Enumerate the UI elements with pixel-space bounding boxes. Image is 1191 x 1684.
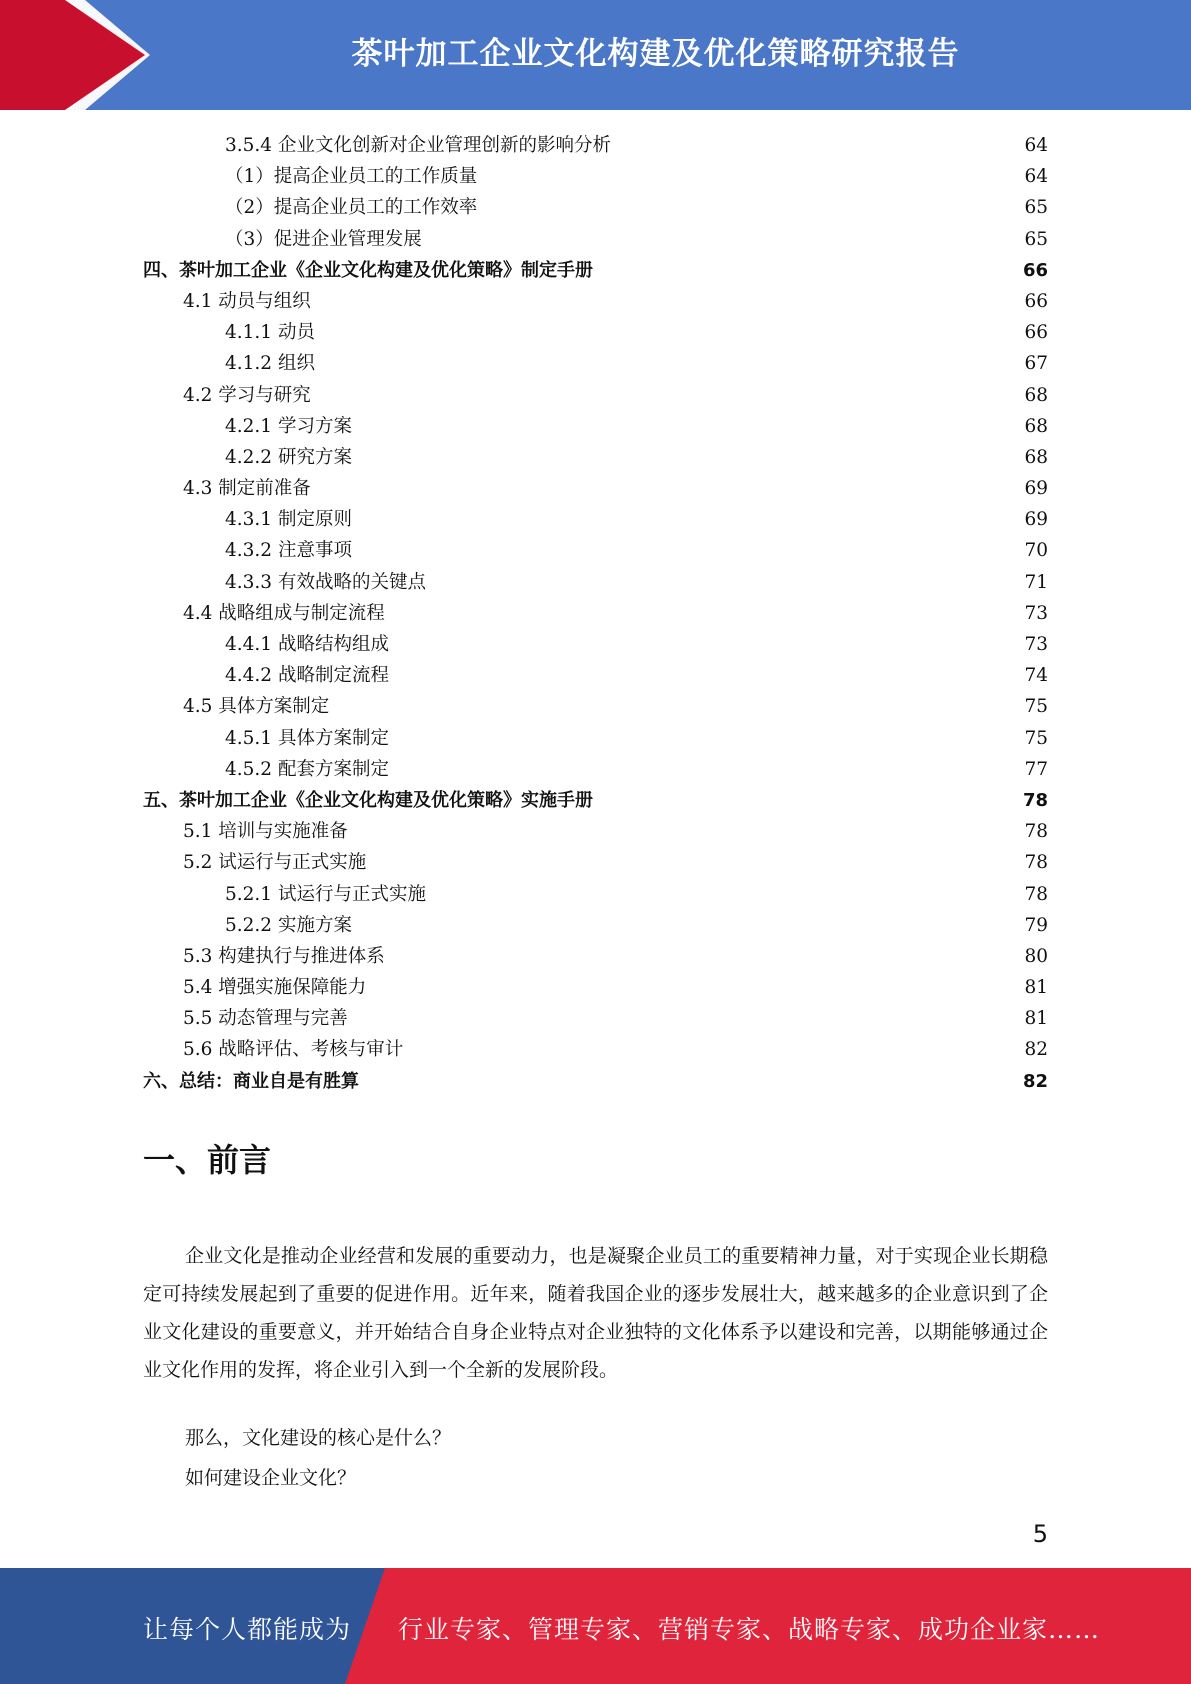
toc-leader-dots <box>368 867 1022 868</box>
toc-entry-title: 五、茶叶加工企业《企业文化构建及优化策略》实施手册 <box>143 789 593 811</box>
toc-entry-title: 5.6 战略评估、考核与审计 <box>183 1039 404 1061</box>
toc-entry[interactable] <box>143 1066 1048 1097</box>
toc-entry-title: 5.3 构建执行与推进体系 <box>183 945 385 967</box>
toc-entry-page: 73 <box>1024 634 1048 655</box>
toc-entry-page: 68 <box>1024 415 1048 437</box>
toc-leader-dots <box>313 493 1023 494</box>
toc-leader-dots <box>354 431 1023 432</box>
toc-entry-page: 64 <box>1024 135 1048 156</box>
toc-entry-title: 5.2.2 实施方案 <box>225 914 352 936</box>
toc-entry-page: 66 <box>1024 322 1048 344</box>
toc-entry-page: 79 <box>1024 914 1048 936</box>
toc-leader-dots <box>368 992 1022 993</box>
toc-entry-title: 4.3.1 制定原则 <box>225 509 352 531</box>
toc-entry-title: 4.5 具体方案制定 <box>183 696 330 718</box>
toc-entry[interactable] <box>143 816 1048 847</box>
toc-entry[interactable] <box>143 691 1048 722</box>
toc-entry-page: 70 <box>1024 540 1048 562</box>
toc-entry[interactable] <box>143 723 1048 754</box>
toc-entry-page: 65 <box>1024 228 1048 250</box>
toc-leader-dots <box>354 462 1023 463</box>
toc-entry[interactable] <box>143 1003 1048 1034</box>
toc-entry-title: 4.1 动员与组织 <box>183 290 311 312</box>
toc-leader-dots <box>391 680 1022 681</box>
toc-entry[interactable] <box>143 567 1048 598</box>
toc-entry-title: 5.4 增强实施保障能力 <box>183 977 367 999</box>
question-how: 如何建设企业文化？ <box>185 1467 357 1489</box>
toc-entry-title: 5.2.1 试运行与正式实施 <box>225 883 426 905</box>
toc-leader-dots <box>350 1023 1023 1024</box>
footer-slogan-right: 行业专家、管理专家、营销专家、战略专家、成功企业家…… <box>398 1615 1101 1644</box>
toc-entry[interactable] <box>143 192 1048 223</box>
toc-entry-page: 78 <box>1024 883 1048 905</box>
toc-entry-page: 66 <box>1024 290 1048 312</box>
toc-leader-dots <box>387 961 1023 962</box>
toc-entry[interactable] <box>143 224 1048 255</box>
toc-entry-page: 81 <box>1024 977 1048 999</box>
toc-entry-title: 3.5.4 企业文化创新对企业管理创新的影响分析 <box>225 135 611 156</box>
toc-leader-dots <box>354 555 1023 556</box>
toc-entry[interactable] <box>143 972 1048 1003</box>
toc-leader-dots <box>354 930 1023 931</box>
toc-leader-dots <box>354 524 1023 525</box>
toc-entry-page: 74 <box>1024 665 1048 687</box>
toc-leader-dots <box>613 150 1022 151</box>
page-footer <box>0 1568 1191 1684</box>
toc-leader-dots <box>317 368 1023 369</box>
toc-entry-title: （2）提高企业员工的工作效率 <box>225 197 478 219</box>
toc-leader-dots <box>387 618 1023 619</box>
toc-entry[interactable] <box>143 473 1048 504</box>
toc-leader-dots <box>331 711 1022 712</box>
toc-entry-title: 4.4.1 战略结构组成 <box>225 634 389 655</box>
toc-entry[interactable] <box>143 504 1048 535</box>
toc-entry-page: 82 <box>1022 1070 1048 1092</box>
question-core: 那么，文化建设的核心是什么？ <box>185 1427 452 1449</box>
toc-leader-dots <box>595 805 1021 806</box>
footer-slogan-left: 让每个人都能成为 <box>143 1615 352 1644</box>
toc-entry-page: 78 <box>1024 821 1048 843</box>
toc-entry-title: 4.3.3 有效战略的关键点 <box>225 571 426 593</box>
toc-entry-title: 5.2 试运行与正式实施 <box>183 852 367 874</box>
toc-entry-title: （3）促进企业管理发展 <box>225 228 422 250</box>
toc-leader-dots <box>391 649 1022 650</box>
toc-entry[interactable] <box>143 286 1048 317</box>
toc-entry[interactable] <box>143 660 1048 691</box>
toc-entry-title: 4.5.2 配套方案制定 <box>225 758 389 780</box>
toc-leader-dots <box>428 587 1022 588</box>
toc-leader-dots <box>313 306 1023 307</box>
toc-leader-dots <box>350 836 1023 837</box>
toc-entry-title: 4.5.1 具体方案制定 <box>225 727 389 749</box>
toc-leader-dots <box>424 244 1023 245</box>
toc-entry-title: 4.1.1 动员 <box>225 322 315 344</box>
toc-entry-title: 5.1 培训与实施准备 <box>183 821 348 843</box>
toc-entry-title: 4.1.2 组织 <box>225 353 315 375</box>
toc-entry-page: 81 <box>1024 1008 1048 1030</box>
toc-entry-page: 82 <box>1024 1039 1048 1061</box>
toc-entry-page: 73 <box>1024 602 1048 624</box>
toc-entry-page: 68 <box>1024 384 1048 406</box>
toc-entry-title: 六、总结：商业自是有胜算 <box>143 1070 359 1092</box>
toc-leader-dots <box>428 899 1022 900</box>
table-of-contents <box>143 130 1048 1097</box>
toc-entry-title: 4.4 战略组成与制定流程 <box>183 602 385 624</box>
toc-entry[interactable] <box>143 348 1048 379</box>
toc-entry[interactable] <box>143 754 1048 785</box>
toc-entry-title: 4.2 学习与研究 <box>183 384 311 406</box>
toc-leader-dots <box>595 275 1021 276</box>
toc-entry[interactable] <box>143 130 1048 161</box>
toc-entry[interactable] <box>143 442 1048 473</box>
toc-entry-title: 四、茶叶加工企业《企业文化构建及优化策略》制定手册 <box>143 259 593 281</box>
toc-entry-page: 64 <box>1024 166 1048 188</box>
toc-entry[interactable] <box>143 910 1048 941</box>
page-header <box>0 0 1191 110</box>
toc-entry-page: 65 <box>1024 197 1048 219</box>
toc-entry-page: 78 <box>1024 852 1048 874</box>
toc-entry[interactable] <box>143 535 1048 566</box>
toc-entry-page: 71 <box>1024 571 1048 593</box>
section-heading: 一、前言 <box>143 1141 272 1179</box>
toc-entry-title: 4.2.1 学习方案 <box>225 415 352 437</box>
toc-entry-page: 66 <box>1022 259 1048 281</box>
toc-entry-page: 67 <box>1024 353 1048 375</box>
toc-leader-dots <box>479 212 1022 213</box>
toc-leader-dots <box>405 1054 1022 1055</box>
toc-entry[interactable] <box>143 411 1048 442</box>
toc-entry[interactable] <box>143 255 1048 286</box>
report-title: 茶叶加工企业文化构建及优化策略研究报告 <box>351 36 960 72</box>
toc-entry[interactable] <box>143 317 1048 348</box>
toc-entry-page: 69 <box>1024 509 1048 531</box>
toc-entry[interactable] <box>143 1034 1048 1065</box>
toc-leader-dots <box>361 1086 1021 1087</box>
page-number: 5 <box>1032 1520 1048 1548</box>
intro-paragraph: 企业文化是推动企业经营和发展的重要动力，也是凝聚企业员工的重要精神力量，对于实现企业长期稳定可持续发展起到了重要的促进作用。近年来，随着我国企业的逐步发展壮大，越来越多的企业意识到了企业文化建设的重要意义，并开始结合自身企业特点对企业独特的文化体系予以建设和完善，以期能够通过企业文化作用的发挥，将企业引入到一个全新的发展阶段。 <box>143 1245 1048 1381</box>
toc-entry-page: 75 <box>1024 727 1048 749</box>
toc-entry-title: 4.2.2 研究方案 <box>225 446 352 468</box>
toc-entry-title: 4.3 制定前准备 <box>183 478 311 500</box>
toc-entry-title: 5.5 动态管理与完善 <box>183 1008 348 1030</box>
toc-entry[interactable] <box>143 598 1048 629</box>
toc-entry-title: 4.4.2 战略制定流程 <box>225 665 389 687</box>
toc-entry-page: 75 <box>1024 696 1048 718</box>
toc-leader-dots <box>317 337 1023 338</box>
toc-entry-page: 69 <box>1024 478 1048 500</box>
toc-entry[interactable] <box>143 847 1048 878</box>
toc-entry-title: （1）提高企业员工的工作质量 <box>225 166 478 188</box>
toc-entry[interactable] <box>143 161 1048 192</box>
toc-leader-dots <box>313 400 1023 401</box>
toc-entry[interactable] <box>143 629 1048 660</box>
toc-entry[interactable] <box>143 380 1048 411</box>
toc-entry[interactable] <box>143 785 1048 816</box>
toc-entry-page: 80 <box>1024 945 1048 967</box>
toc-leader-dots <box>479 181 1022 182</box>
toc-entry-page: 78 <box>1022 789 1048 811</box>
toc-entry[interactable] <box>143 941 1048 972</box>
toc-entry[interactable] <box>143 879 1048 910</box>
toc-entry-title: 4.3.2 注意事项 <box>225 540 352 562</box>
toc-leader-dots <box>391 774 1022 775</box>
toc-entry-page: 68 <box>1024 446 1048 468</box>
toc-leader-dots <box>391 743 1022 744</box>
toc-entry-page: 77 <box>1024 758 1048 780</box>
